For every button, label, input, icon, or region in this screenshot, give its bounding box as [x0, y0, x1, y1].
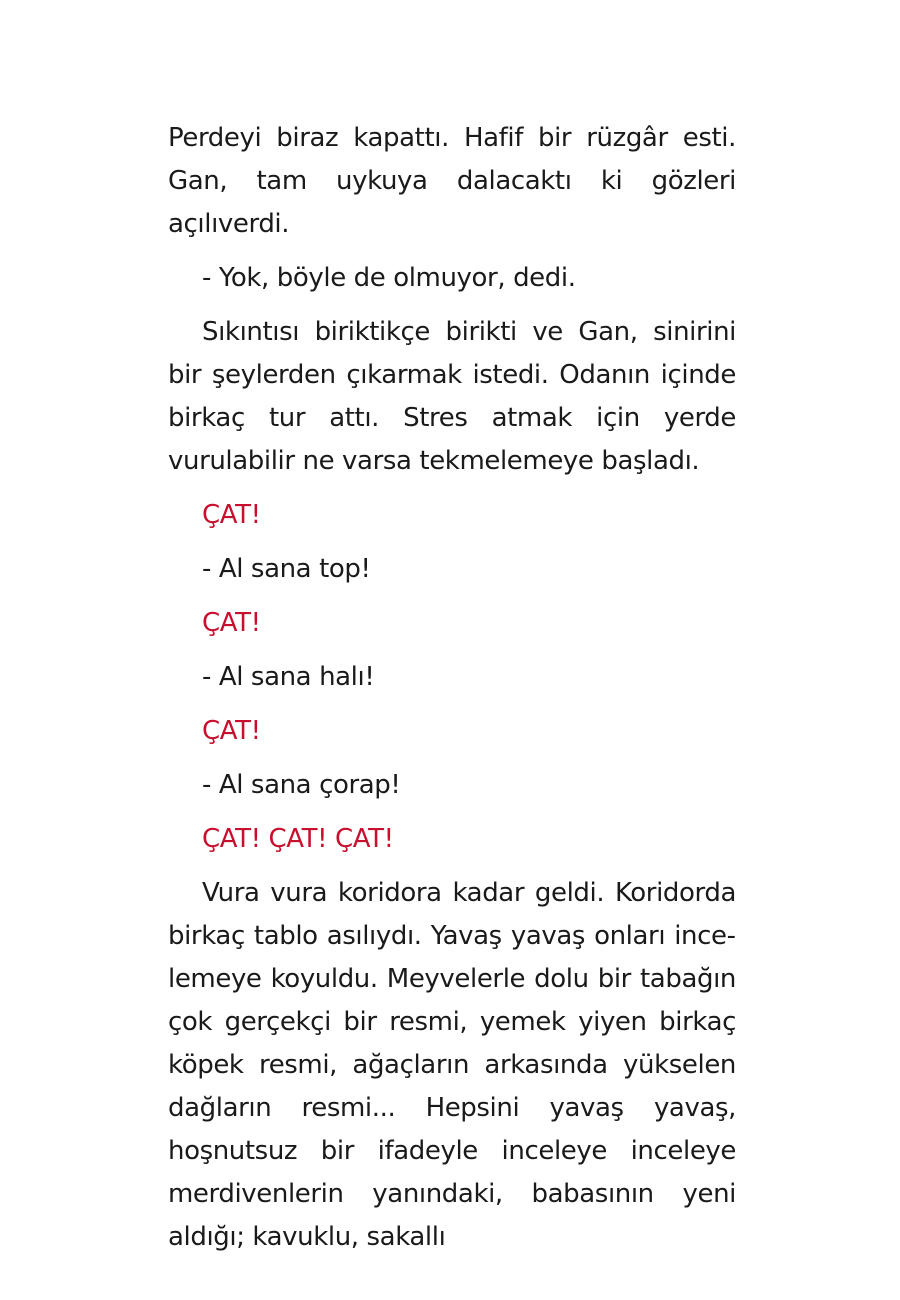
page-text	[168, 117, 736, 1270]
sound-effect: ÇAT!	[202, 608, 261, 638]
sound-effect: ÇAT! ÇAT! ÇAT!	[202, 824, 394, 854]
sound-effect: ÇAT!	[202, 500, 261, 530]
dialogue-line: - Al sana top!	[202, 554, 371, 584]
paragraph: Perdeyi biraz kapattı. Hafif bir rüzgâr esti. Gan, tam uykuya dalacaktı ki gözleri açılıverdi.	[168, 123, 736, 239]
paragraph: Vura vura koridora kadar geldi. Koridorda birkaç tablo asılıydı. Yavaş yavaş onları incelemeye koyuldu. Meyvelerle dolu bir tabağın çok gerçekçi bir resmi, yemek yiyen birkaç köpek resmi, ağaçların arkasında yükselen dağların resmi... Hepsini yavaş yavaş, hoşnutsuz bir ifadeyle inceleye inceleye merdivenlerin yanındaki, babasının yeni aldığı; kavuklu, sakallı	[168, 878, 736, 1252]
dialogue-line: - Al sana halı!	[202, 662, 375, 692]
dialogue-line: - Yok, böyle de olmuyor, dedi.	[202, 263, 576, 293]
dialogue-line: - Al sana çorap!	[202, 770, 401, 800]
paragraph: Sıkıntısı biriktikçe birikti ve Gan, sinirini bir şeylerden çıkarmak istedi. Odanın içinde birkaç tur attı. Stres atmak için yerde vurulabilir ne varsa tekmelemeye başladı.	[168, 317, 736, 476]
sound-effect: ÇAT!	[202, 716, 261, 746]
